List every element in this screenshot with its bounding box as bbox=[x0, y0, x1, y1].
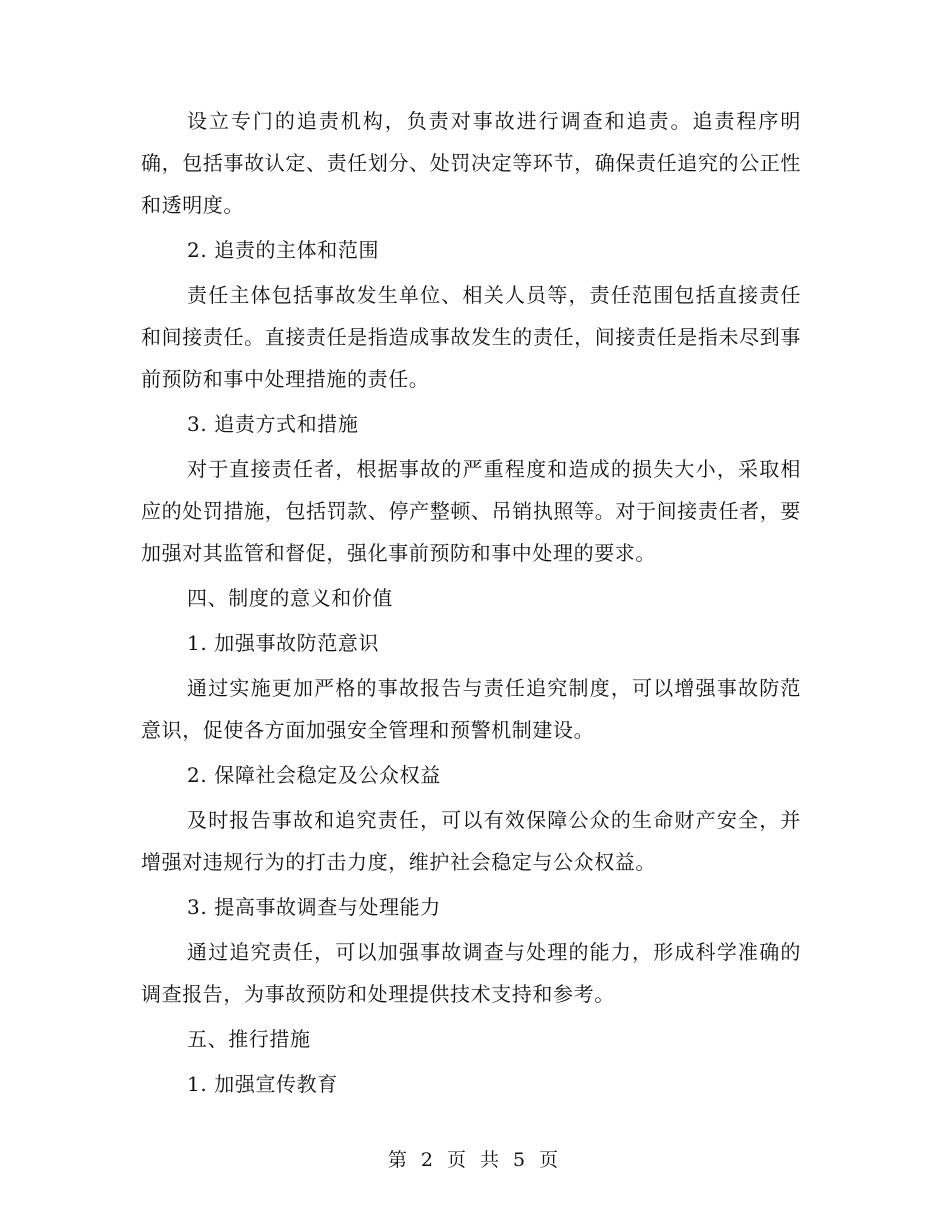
paragraph-accountability-agency: 设立专门的追责机构，负责对事故进行调查和追责。追责程序明确，包括事故认定、责任划分、处罚决定等环节，确保责任追究的公正性和透明度。 bbox=[141, 109, 801, 217]
document-body bbox=[141, 100, 801, 1105]
heading-investigation-capability: 3. 提高事故调查与处理能力 bbox=[187, 895, 441, 919]
page-number-footer: 第 2 页 共 5 页 bbox=[387, 1149, 563, 1171]
heading-accountability-methods: 3. 追责方式和措施 bbox=[187, 412, 359, 436]
heading-prevention-awareness: 1. 加强事故防范意识 bbox=[187, 631, 380, 655]
heading-social-stability: 2. 保障社会稳定及公众权益 bbox=[187, 763, 441, 787]
heading-accountability-subject-scope: 2. 追责的主体和范围 bbox=[187, 238, 380, 262]
paragraph-responsibility-subject: 责任主体包括事故发生单位、相关人员等，责任范围包括直接责任和间接责任。直接责任是指造成事故发生的责任，间接责任是指未尽到事前预防和事中处理措施的责任。 bbox=[141, 283, 801, 391]
paragraph-social-stability: 及时报告事故和追究责任，可以有效保障公众的生命财产安全，并增强对违规行为的打击力度，维护社会稳定与公众权益。 bbox=[141, 808, 801, 874]
paragraph-investigation-capability: 通过追究责任，可以加强事故调查与处理的能力，形成科学准确的调查报告，为事故预防和处理提供技术支持和参考。 bbox=[141, 940, 801, 1006]
paragraph-prevention-awareness: 通过实施更加严格的事故报告与责任追究制度，可以增强事故防范意识，促使各方面加强安全管理和预警机制建设。 bbox=[141, 676, 801, 742]
heading-publicity-education: 1. 加强宣传教育 bbox=[187, 1072, 338, 1096]
paragraph-direct-responsibility: 对于直接责任者，根据事故的严重程度和造成的损失大小，采取相应的处罚措施，包括罚款、停产整顿、吊销执照等。对于间接责任者，要加强对其监管和督促，强化事前预防和事中处理的要求。 bbox=[141, 457, 801, 565]
heading-implementation-measures: 五、推行措施 bbox=[187, 1027, 311, 1051]
heading-system-significance: 四、制度的意义和价值 bbox=[187, 586, 393, 610]
